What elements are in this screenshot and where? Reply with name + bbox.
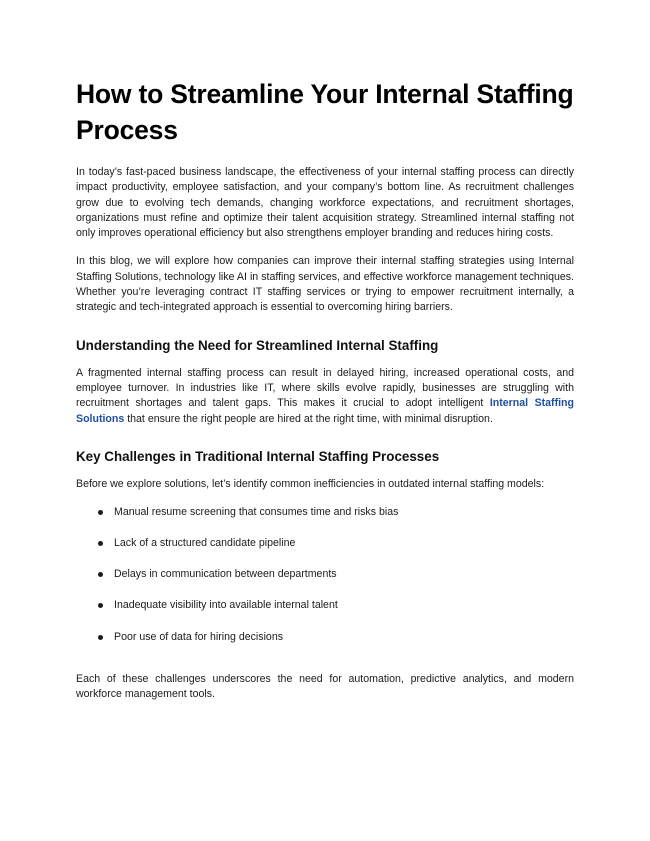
section-heading-challenges: Key Challenges in Traditional Internal Staffing Processes <box>76 448 440 464</box>
bullet-icon <box>98 572 103 577</box>
list-item <box>76 630 574 645</box>
list-item-text: Poor use of data for hiring decisions <box>114 630 284 643</box>
list-item-text: Manual resume screening that consumes time and risks bias <box>114 506 399 519</box>
list-item <box>76 536 574 551</box>
list-item <box>76 505 574 520</box>
intro-paragraph-1: In today’s fast-paced business landscape, the effectiveness of your internal staffing process can directly impact productivity, employee satisfaction, and your company’s bottom line. As recruitment challenges grow due to evolving tech demands, changing workforce expectations, and recruitment shortages, organizations must refine and optimize their talent acquisition strategy. Streamlined internal staffing not only improves operational efficiency but also strengthens employer branding and reduces hiring costs. <box>76 166 574 240</box>
bullet-icon <box>98 510 103 515</box>
page-title: How to Streamline Your Internal Staffing Process <box>76 79 574 145</box>
bullet-icon <box>98 541 103 546</box>
list-item-text: Delays in communication between departments <box>114 568 337 581</box>
list-item-text: Lack of a structured candidate pipeline <box>114 537 296 550</box>
list-item <box>76 567 574 582</box>
internal-staffing-solutions-link[interactable]: Internal Staffing Solutions <box>76 397 574 425</box>
bullet-icon <box>98 603 103 608</box>
section-need-text-after: that ensure the right people are hired at the right time, with minimal disruption. <box>124 412 493 425</box>
challenges-closing-paragraph: Each of these challenges underscores the need for automation, predictive analytics, and modern workforce management tools. <box>76 672 574 701</box>
document-page <box>76 76 574 715</box>
section-need-paragraph <box>76 366 574 427</box>
challenges-list <box>76 505 574 645</box>
intro-paragraph-2: In this blog, we will explore how companies can improve their internal staffing strategies using Internal Staffing Solutions, technology like AI in staffing services, and effective workforce management techniques. Whether you’re leveraging contract IT staffing services or trying to empower recruitment internally, a strategic and tech-integrated approach is essential to overcoming hiring barriers. <box>76 255 574 314</box>
section-need-text-before: A fragmented internal staffing process can result in delayed hiring, increased operational costs, and employee turnover. In industries like IT, where skills evolve rapidly, businesses are struggling with recruitment shortages and talent gaps. This makes it crucial to adopt intelligent <box>76 366 574 410</box>
challenges-intro-paragraph: Before we explore solutions, let’s identify common inefficiencies in outdated internal staffing models: <box>76 477 545 490</box>
list-item <box>76 598 574 613</box>
section-heading-need: Understanding the Need for Streamlined Internal Staffing <box>76 337 439 353</box>
bullet-icon <box>98 635 103 640</box>
list-item-text: Inadequate visibility into available internal talent <box>114 599 338 612</box>
